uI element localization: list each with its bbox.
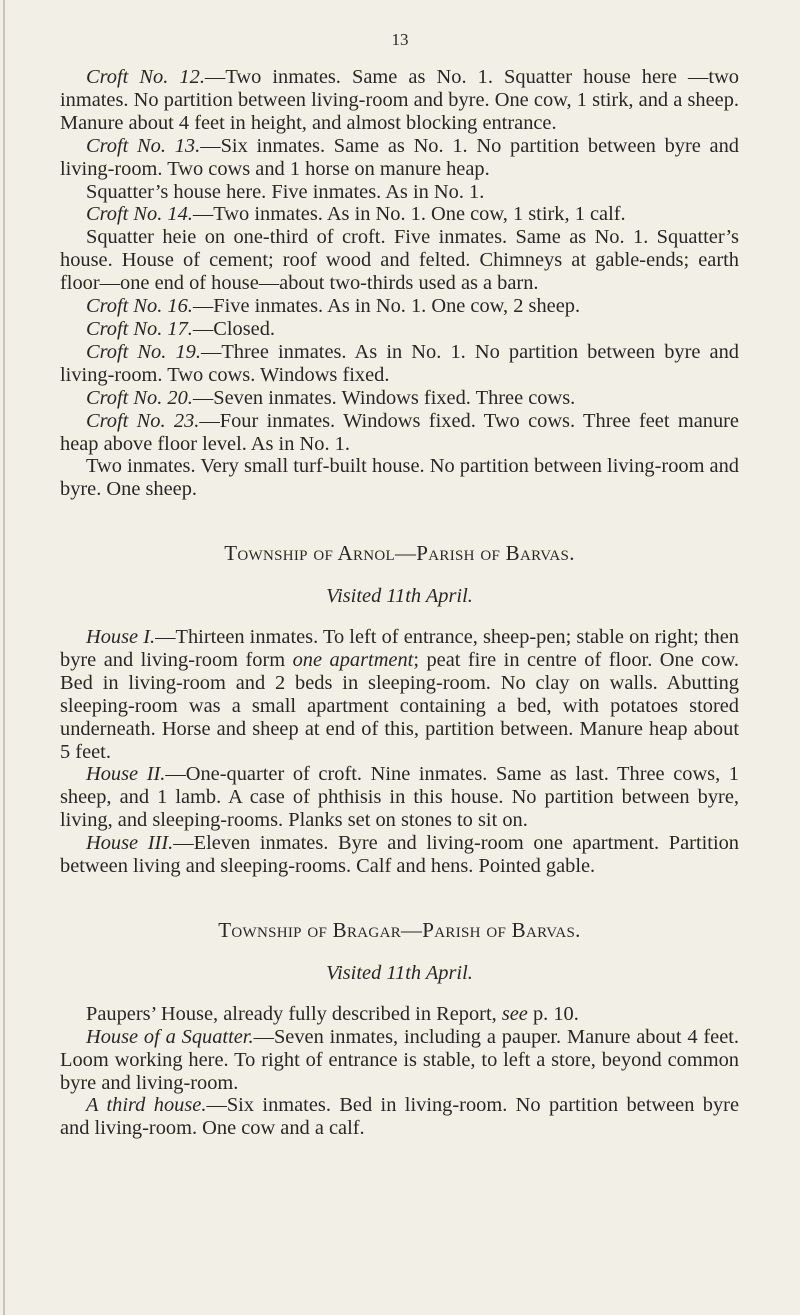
entry-label: Croft No. 13. [86, 134, 201, 157]
entry-text: p. 10. [527, 1002, 579, 1025]
paragraph [60, 181, 739, 204]
paragraph [60, 66, 739, 135]
paragraph [60, 763, 739, 832]
entry-label: Croft No. 20. [86, 386, 193, 409]
paragraph [60, 1003, 739, 1026]
entry-text: Paupers’ House, already fully described in Report, [86, 1002, 502, 1025]
paragraph [60, 626, 739, 763]
bragar-section [60, 1003, 739, 1140]
paragraph [60, 410, 739, 456]
entry-text: —Six inmates. Bed in living-room. No partition between byre and living-room. One cow and a calf. [60, 1094, 740, 1140]
entry-text: —Thirteen inmates. To left of entrance, sheep-pen; stable on right; then byre and living-room form [60, 626, 739, 671]
entry-text: —Seven inmates, including a pauper. Manure about 4 feet. Loom working here. To right of entrance is stable, to left a store, beyond common byre and living-room. [60, 1025, 740, 1094]
entry-label: A third house. [86, 1094, 207, 1117]
entry-text: —Four inmates. Windows fixed. Two cows. Three feet manure heap above floor level. As in No. 1. [60, 409, 739, 455]
paragraph [60, 832, 739, 878]
entry-text: Two inmates. Very small turf-built house. No partition between living-room and byre. One sheep. [60, 455, 739, 501]
entry-text: Squatter heie on one-third of croft. Five inmates. Same as No. 1. Squatter’s house. House of cement; roof wood and felted. Chimneys at gable-ends; earth floor—one end of house—about two-thirds used as a barn. [60, 226, 739, 295]
paragraph [60, 1094, 739, 1140]
entry-text: —Two inmates. Same as No. 1. Squatter house here —two inmates. No partition between living-room and byre. One cow, 1 stirk, and a sheep. Manure about 4 feet in height, and almost blocking entrance. [60, 66, 739, 134]
entry-text: —Six inmates. Same as No. 1. No partition between byre and living-room. Two cows and 1 horse on manure heap. [60, 134, 739, 180]
entry-label: House I. [86, 626, 156, 649]
visited-date-arnol: Visited 11th April. [326, 585, 473, 608]
entry-emphasis: one apartment [292, 648, 414, 671]
entry-label: Croft No. 23. [86, 409, 200, 432]
entry-text: —Five inmates. As in No. 1. One cow, 2 sheep. [192, 295, 581, 318]
entry-text: —Closed. [192, 317, 276, 340]
paragraph [60, 387, 739, 410]
entry-emphasis: see [501, 1002, 528, 1025]
entry-label: Croft No. 14. [86, 203, 193, 226]
entry-text: ; peat fire in centre of floor. One cow. Bed in living-room and 2 beds in sleeping-room. No clay on walls. Abutting sleeping-room was a small apartment containing a bed, with potatoes stored underneath. Horse and sheep at end of this, partition between. Manure heap about 5 feet. [60, 648, 739, 763]
entry-label: Croft No. 17. [86, 317, 193, 340]
body-text [60, 66, 739, 1140]
entry-text: —Three inmates. As in No. 1. No partition between byre and living-room. Two cows. Windows fixed. [60, 340, 740, 386]
paragraph [60, 1026, 739, 1095]
entry-text: —Eleven inmates. Byre and living-room one apartment. Partition between living and sleeping-rooms. Calf and hens. Pointed gable. [60, 832, 739, 878]
entry-text: —Seven inmates. Windows fixed. Three cows. [192, 386, 576, 409]
page-edge-left [3, 0, 5, 1315]
visited-date-bragar: Visited 11th April. [326, 961, 473, 984]
arnol-section [60, 626, 739, 878]
paragraph [60, 135, 739, 181]
entry-label: House of a Squatter. [86, 1025, 254, 1048]
entry-label: Croft No. 16. [86, 295, 193, 318]
township-heading-bragar: Township of Bragar—Parish of Barvas. [218, 918, 581, 942]
entry-text: Squatter’s house here. Five inmates. As in No. 1. [86, 180, 485, 203]
entry-label: Croft No. 12. [86, 66, 205, 88]
entry-label: House II. [86, 763, 166, 786]
paragraph [60, 341, 739, 387]
entry-label: House III. [86, 832, 174, 855]
paragraph [60, 203, 739, 226]
paragraph [60, 295, 739, 318]
paragraph [60, 318, 739, 341]
entry-text: —One-quarter of croft. Nine inmates. Same as last. Three cows, 1 sheep, and 1 lamb. A case of phthisis in this house. No partition between byre, living, and sleeping-rooms. Planks set on stones to sit on. [60, 763, 739, 832]
entry-label: Croft No. 19. [86, 340, 201, 363]
page-number: 13 [391, 30, 409, 49]
paragraph [60, 455, 739, 501]
entry-text: —Two inmates. As in No. 1. One cow, 1 stirk, 1 calf. [192, 203, 626, 226]
township-heading-arnol: Township of Arnol—Parish of Barvas. [224, 541, 575, 566]
paragraph [60, 226, 739, 295]
croft-section [60, 66, 739, 501]
